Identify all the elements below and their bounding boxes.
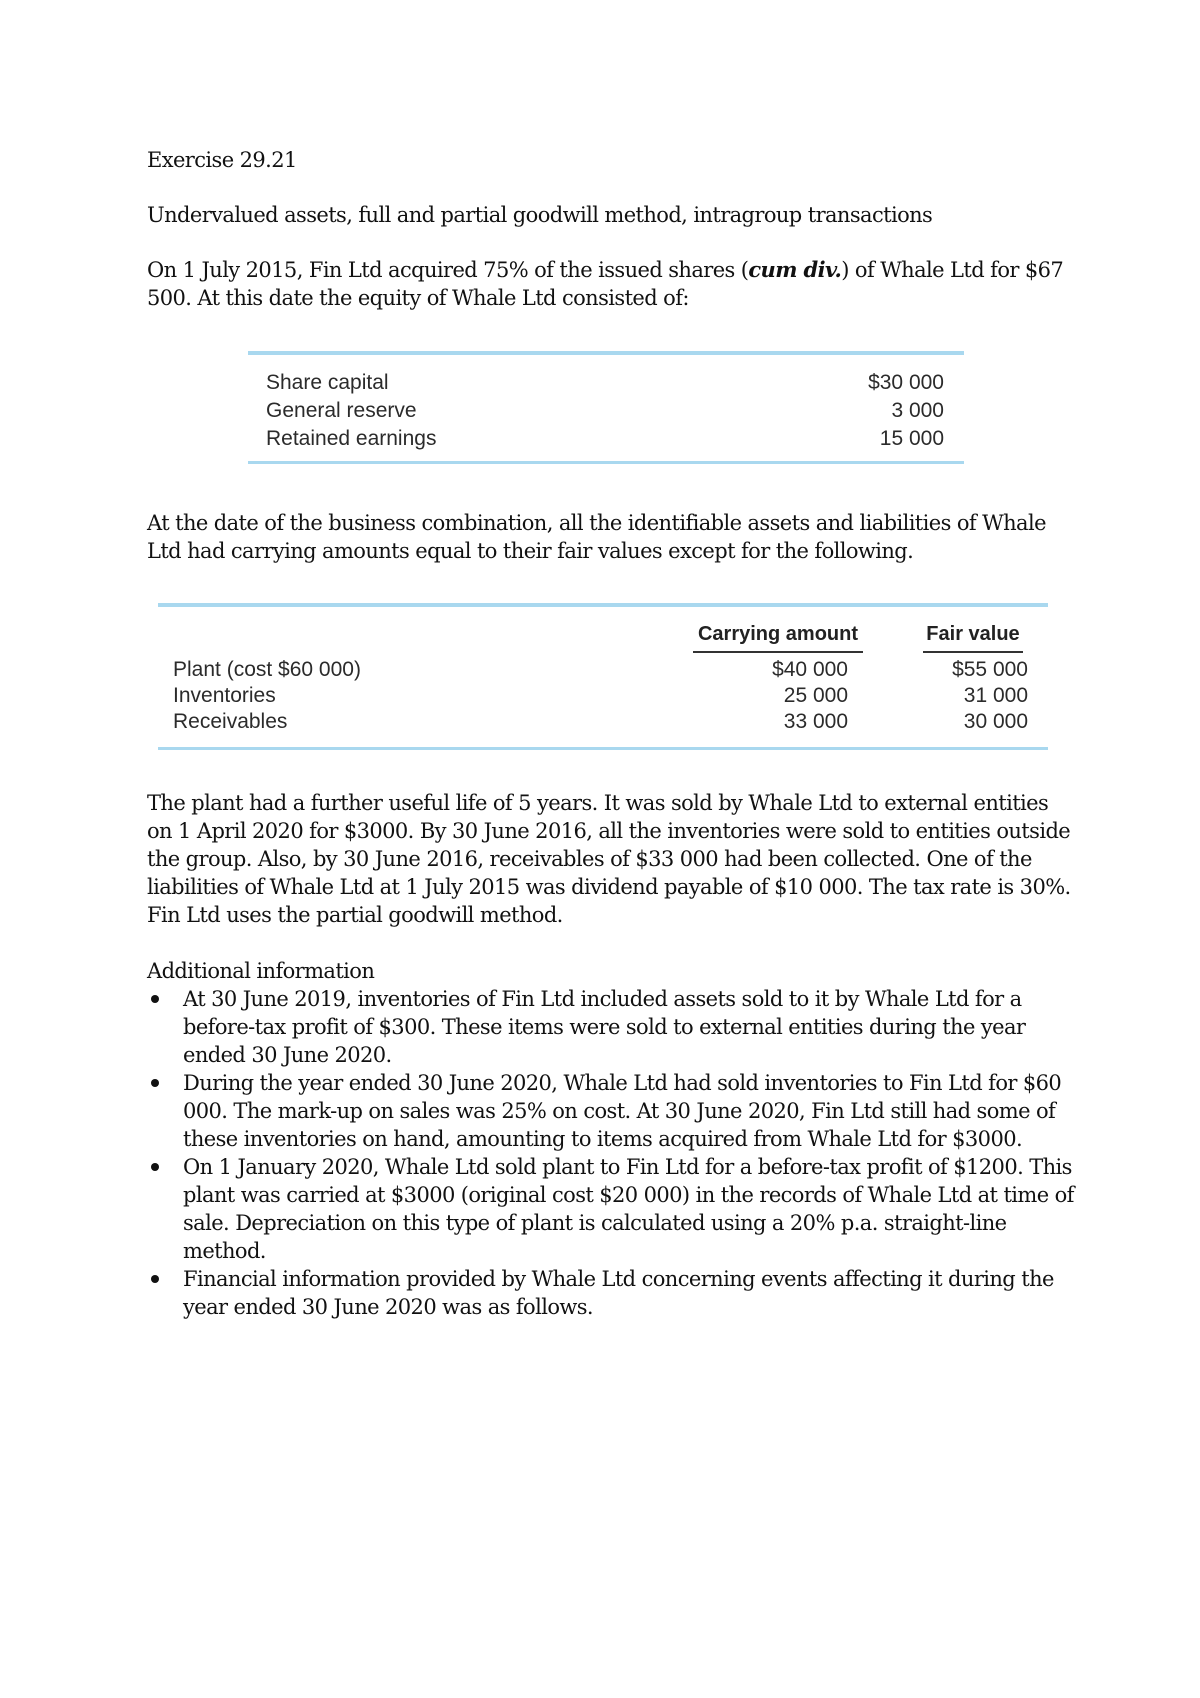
column-header-fair: Fair value	[926, 623, 1020, 645]
bullet-icon	[151, 1163, 159, 1171]
list-item	[147, 1265, 1077, 1321]
equity-value: $30 000	[868, 371, 944, 394]
fair-value-paragraph: At the date of the business combination, all the identifiable assets and liabilities of Whale Ltd had carrying amounts equal to their fair values except for the following.	[147, 511, 1046, 563]
carrying-amount: 25 000	[783, 684, 848, 707]
plant-paragraph: The plant had a further useful life of 5 years. It was sold by Whale Ltd to external entities on 1 April 2020 for $3000. By 30 June 2016, all the inventories were sold to entities outside the group. Also, by 30 June 2016, receivables of $33 000 had been collected. One of the liabilities of Whale Ltd at 1 July 2015 was dividend payable of $10 000. The tax rate is 30%. Fin Ltd uses the partial goodwill method.	[147, 791, 1071, 927]
fair-value: 30 000	[963, 710, 1028, 733]
carrying-amount: 33 000	[783, 710, 848, 733]
additional-info-title: Additional information	[147, 959, 375, 983]
list-item-text: At 30 June 2019, inventories of Fin Ltd included assets sold to it by Whale Ltd for a before-tax profit of $300. These items were sold to external entities during the year ended 30 June 2020.	[183, 987, 1026, 1067]
equity-value: 15 000	[879, 427, 944, 450]
column-header-carrying: Carrying amount	[697, 623, 859, 645]
intro-text-start: On 1 July 2015, Fin Ltd acquired 75% of the issued shares (	[147, 258, 749, 282]
fair-value: $55 000	[952, 658, 1028, 681]
header-underline	[923, 651, 1023, 653]
asset-label: Receivables	[173, 710, 288, 733]
equity-value: 3 000	[891, 399, 944, 422]
fair-value-table	[158, 603, 1048, 750]
bullet-icon	[151, 1079, 159, 1087]
additional-info-list	[147, 985, 1077, 1321]
list-item-text: On 1 January 2020, Whale Ltd sold plant to Fin Ltd for a before-tax profit of $1200. This plant was carried at $3000 (original cost $20 000) in the records of Whale Ltd at time of sale. Depreciation on this type of plant is calculated using a 20% p.a. straight-line method.	[183, 1155, 1074, 1263]
list-item-text: Financial information provided by Whale Ltd concerning events affecting it during the year ended 30 June 2020 was as follows.	[183, 1267, 1054, 1319]
table-row	[248, 425, 964, 453]
table-row	[158, 683, 1048, 709]
exercise-heading: Exercise 29.21	[147, 148, 297, 172]
intro-text-end: ) of Whale Ltd for $67 500. At this date the equity of Whale Ltd consisted of:	[147, 258, 1064, 310]
intro-paragraph	[147, 256, 1077, 312]
table-row	[158, 657, 1048, 683]
list-item	[147, 1069, 1077, 1153]
equity-table	[248, 351, 964, 464]
bullet-icon	[151, 1275, 159, 1283]
table-row	[158, 709, 1048, 735]
exercise-subtitle: Undervalued assets, full and partial goodwill method, intragroup transactions	[147, 203, 933, 227]
list-item-text: During the year ended 30 June 2020, Whale Ltd had sold inventories to Fin Ltd for $60 000. The mark-up on sales was 25% on cost. At 30 June 2020, Fin Ltd still had some of these inventories on hand, amounting to items acquired from Whale Ltd for $3000.	[183, 1071, 1062, 1151]
intro-italic-term: cum div.	[748, 257, 842, 282]
table-row	[248, 397, 964, 425]
carrying-amount: $40 000	[772, 658, 848, 681]
list-item	[147, 985, 1077, 1069]
asset-label: Plant (cost $60 000)	[173, 658, 361, 681]
list-item	[147, 1153, 1077, 1265]
equity-label: General reserve	[266, 399, 417, 422]
table-row	[248, 369, 964, 397]
equity-label: Share capital	[266, 371, 389, 394]
fair-value: 31 000	[963, 684, 1028, 707]
header-underline	[693, 651, 863, 653]
asset-label: Inventories	[173, 684, 276, 707]
equity-label: Retained earnings	[266, 427, 437, 450]
bullet-icon	[151, 995, 159, 1003]
